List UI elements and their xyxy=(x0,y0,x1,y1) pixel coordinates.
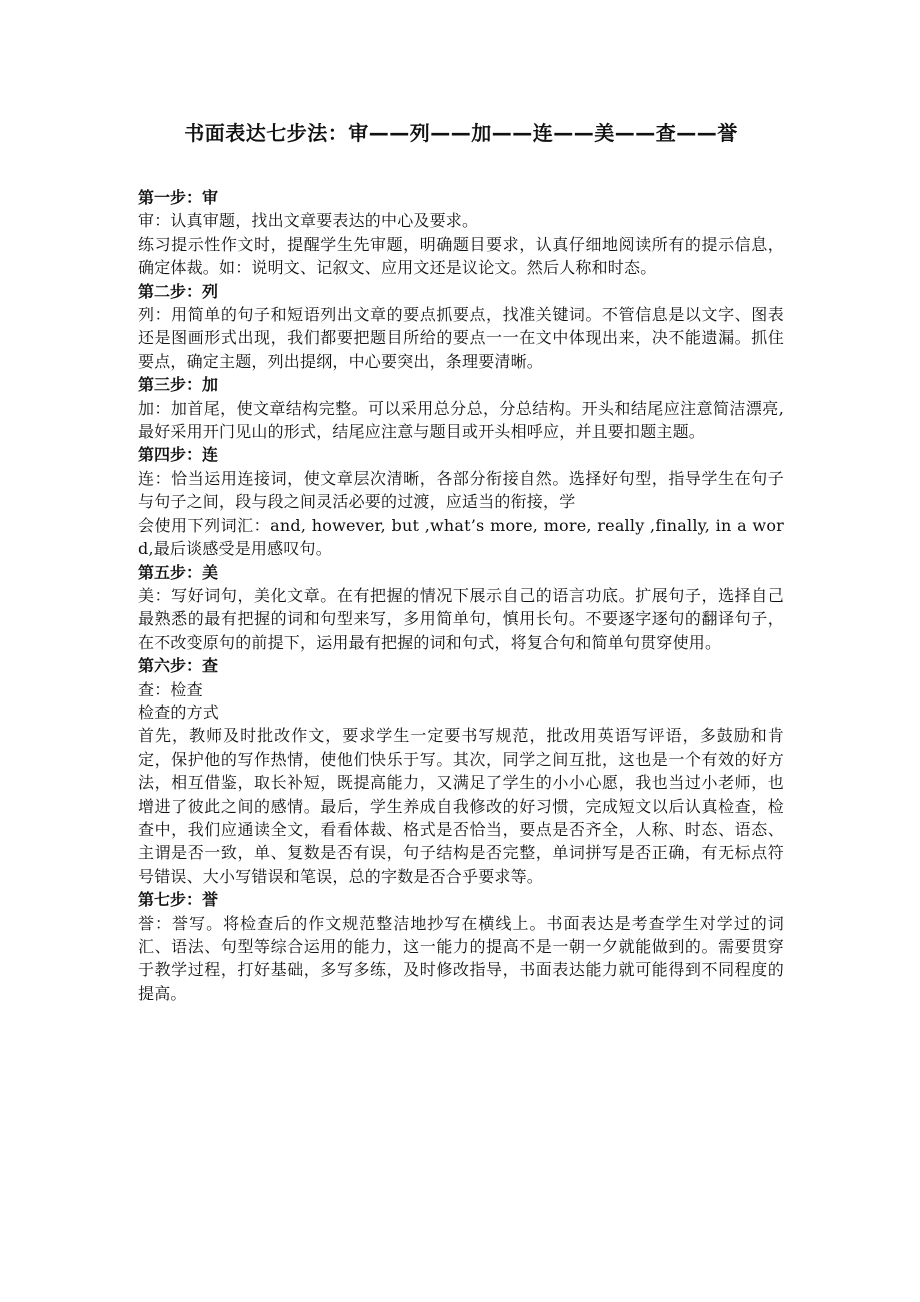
step-5-paragraph: 美：写好词句，美化文章。在有把握的情况下展示自己的语言功底。扩展句子，选择自己最熟悉的最有把握的词和句型来写，多用简单句，慎用长句。不要逐字逐句的翻译句子，在不改变原句的前提下，运用最有把握的词和句式，将复合句和简单句贯穿使用。 xyxy=(138,585,784,652)
step-3-heading: 第三步：加 xyxy=(138,375,219,395)
step-6-paragraph: 首先，教师及时批改作文，要求学生一定要书写规范，批改用英语写评语，多鼓励和肯定，保护他的写作热情，使他们快乐于写。其次，同学之间互批，这也是一个有效的好方法，相互借鉴，取长补短，既提高能力，又满足了学生的小小心愿，我也当过小老师，也增进了彼此之间的感情。最后，学生养成自我修改的好习惯，完成短文以后认真检查，检查中，我们应通读全文，看看体裁、格式是否恰当，要点是否齐全，人称、时态、语态、主谓是否一致，单、复数是否有误，句子结构是否完整，单词拼写是否正确，有无标点符号错误、大小写错误和笔误，总的字数是否合乎要求等。 xyxy=(138,726,784,886)
step-1-section xyxy=(138,186,784,280)
step-4-heading: 第四步：连 xyxy=(138,445,219,465)
document-page xyxy=(138,118,784,1005)
step-5-section xyxy=(138,561,784,655)
step-3-paragraph: 加：加首尾，使文章结构完整。可以采用总分总，分总结构。开头和结尾应注意简洁漂亮,最好采用开门见山的形式，结尾应注意与题目或开头相呼应，并且要扣题主题。 xyxy=(138,398,784,442)
step-4-paragraph: 会使用下列词汇：and, however, but ,what’s more, more, really ,finally, in a word,最后谈感受是用感叹句。 xyxy=(138,515,784,559)
step-2-heading: 第二步：列 xyxy=(138,281,219,301)
step-2-paragraph: 列：用简单的句子和短语列出文章的要点抓要点，找准关键词。不管信息是以文字、图表还是图画形式出现，我们都要把题目所给的要点一一在文中体现出来，决不能遗漏。抓住要点，确定主题，列出提纲，中心要突出，条理要清晰。 xyxy=(138,305,784,371)
step-6-paragraph: 检查的方式 xyxy=(138,702,220,722)
step-7-section xyxy=(138,888,784,1005)
step-1-paragraph: 练习提示性作文时，提醒学生先审题，明确题目要求，认真仔细地阅读所有的提示信息，确定体裁。如：说明文、记叙文、应用文还是议论文。然后人称和时态。 xyxy=(138,234,784,278)
step-4-paragraph: 连：恰当运用连接词，使文章层次清晰，各部分衔接自然。选择好句型，指导学生在句子与句子之间，段与段之间灵活必要的过渡，应适当的衔接，学 xyxy=(138,468,784,512)
step-6-section xyxy=(138,654,784,888)
document-title: 书面表达七步法：审——列——加——连——美——查——誉 xyxy=(184,121,738,145)
step-3-section xyxy=(138,373,784,443)
step-6-paragraph: 查：检查 xyxy=(138,679,203,699)
step-1-heading: 第一步：审 xyxy=(138,188,219,207)
step-7-paragraph: 誉：誉写。将检查后的作文规范整洁地抄写在横线上。书面表达是考查学生对学过的词汇、语法、句型等综合运用的能力，这一能力的提高不是一朝一夕就能做到的。需要贯穿于教学过程，打好基础，多写多练，及时修改指导，书面表达能力就可能得到不同程度的提高。 xyxy=(138,913,784,1003)
step-2-section xyxy=(138,280,784,374)
step-4-section xyxy=(138,443,784,560)
step-6-heading: 第六步：查 xyxy=(138,656,219,676)
step-5-heading: 第五步：美 xyxy=(138,562,219,582)
step-1-paragraph: 审：认真审题，找出文章要表达的中心及要求。 xyxy=(138,211,479,231)
step-7-heading: 第七步：誉 xyxy=(138,890,219,910)
